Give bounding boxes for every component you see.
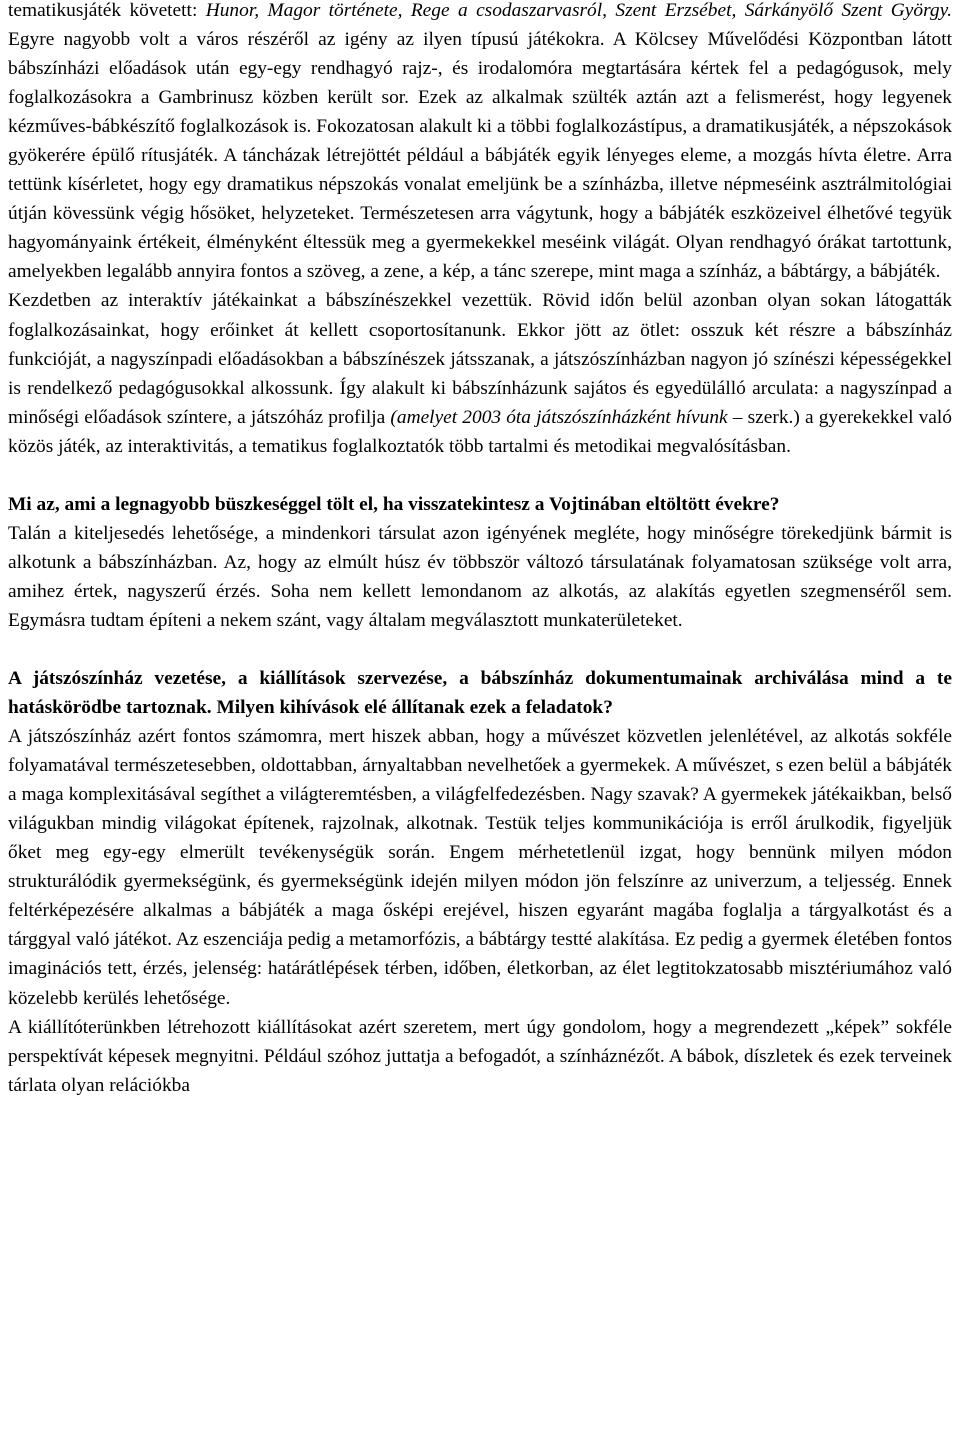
interview-question-pride: Mi az, ami a legnagyobb büszkeséggel tölt el, ha visszatekintesz a Vojtinában eltöltött évekre?: [8, 493, 780, 515]
paragraph-text: szerk.) a gyerekekkel való közös játék, az interaktivitás, a tematikus foglalkoztatók több tartalmi és metodikai megvalósításban.: [8, 406, 952, 457]
editor-note-italic: (amelyet 2003 óta játszószínházként hívunk –: [390, 406, 748, 428]
interview-answer-playhouse: A játszószínház azért fontos számomra, mert hiszek abban, hogy a művészet közvetlen jelenlétével, az alkotás sokféle folyamatával természetesebben, oldottabban, árnyaltabban nevelhetőek a gyermekek. A művészet, s ezen belül a bábjáték a maga komplexitásával segíthet a világteremtésben, a világfelfedezésben. Nagy szavak? A gyermekek játékaikban, belső világukban mindig világokat építenek, rajzolnak, alkotnak. Testük teljes kommunikációja is erről árulkodik, figyeljük őket meg egy-egy elmerült tevékenységük során. Engem mérhetetlenül izgat, hogy bennünk milyen módon strukturálódik gyermekségünk, és gyermekségünk idején milyen módon jön felszínre az univerzum, a teljesség. Ennek feltérképezésére alkalmas a bábjáték a maga ősképi erejével, hiszen egyaránt magába foglalja a tárgyalkotást és a tárggyal való játékot. Az eszenciája pedig a metamorfózis, a bábtárgy testté alakítása. Ez pedig a gyermek életében fontos imaginációs tett, érzés, jelenség: határátlépések térben, időben, életkorban, az élet legtitokzatosabb misztériumához való közelebb kerülés lehetősége.: [8, 726, 952, 1009]
paragraph-spacer: [8, 635, 952, 664]
interview-question-challenges: A játszószínház vezetése, a kiállítások szervezése, a bábszínház dokumentumainak archiválása mind a te hatáskörödbe tartoznak. Milyen kihívások elé állítanak ezek a feladatok?: [8, 667, 952, 719]
play-titles-italic: Hunor, Magor története, Rege a csodaszarvasról, Szent Erzsébet, Sárkányölő Szent György.: [205, 0, 952, 21]
paragraph-spacer: [8, 461, 952, 490]
paragraph-text: tematikusjáték követett:: [8, 0, 206, 21]
paragraph-text: Kezdetben az interaktív játékainkat a bábszínészekkel vezettük. Rövid időn belül azonban olyan sokan látogatták foglalkozásainkat, hogy erőinket át kellett csoportosítanunk. Ekkor jött az ötlet: osszuk két részre a bábszínház funkcióját, a nagyszínpadi előadásokban a bábszínészek játsszanak, a játszószínházban nagyon jó színészi képességekkel is rendelkező pedagógusokkal alkossunk. Így alakult ki bábszínházunk sajátos és egyedülálló arculata: a nagyszínpad a minőségi előadások színtere, a játszóház profilja: [8, 290, 952, 428]
body-paragraph-history: [8, 0, 952, 286]
body-paragraph-playhouse: [8, 286, 952, 460]
paragraph-text: Egyre nagyobb volt a város részéről az igény az ilyen típusú játékokra. A Kölcsey Művelődési Központban látott bábszínházi előadások után egy-egy rendhagyó rajz-, és irodalomóra megtartására kértek fel a pedagógusok, mely foglalkozásokra a Gambrinusz közben került sor. Ezek az alkalmak szülték aztán azt a felismerést, hogy legyenek kézműves-bábkészítő foglalkozások is. Fokozatosan alakult ki a többi foglalkozástípus, a dramatikusjáték, a népszokások gyökerére épülő rítusjáték. A táncházak létrejöttét például a bábjáték egyik lényeges eleme, a mozgás hívta életre. Arra tettünk kísérletet, hogy egy dramatikus népszokás vonalat emeljünk be a színházba, illetve népmeséink asztrálmitológiai útján kövessünk végig hősöket, helyzeteket. Természetesen arra vágytunk, hogy a bábjáték eszközeivel élhetővé tegyük hagyományaink értékeit, élményként éltessük meg a gyermekekkel meséink világát. Olyan rendhagyó órákat tartottunk, amelyekben legalább annyira fontos a szöveg, a zene, a kép, a tánc szerepe, mint maga a színház, a bábtárgy, a bábjáték.: [8, 29, 952, 283]
interview-answer-exhibitions: A kiállítóterünkben létrehozott kiállításokat azért szeretem, mert úgy gondolom, hogy a megrendezett „képek” sokféle perspektívát képesek megnyitni. Például szóhoz juttatja a befogadót, a színháznézőt. A bábok, díszletek és ezek terveinek tárlata olyan relációkba: [8, 1016, 952, 1096]
interview-answer-pride: Talán a kiteljesedés lehetősége, a mindenkori társulat azon igényének megléte, hogy minőségre törekedjünk bármit is alkotunk a bábszínházban. Az, hogy az elmúlt húsz év többször változó társulatának folyamatosan szüksége volt arra, amihez értek, nagyszerű érzés. Soha nem kellett lemondanom az alkotás, az alakítás egyetlen szegmenséről sem. Egymásra tudtam építeni a nekem szánt, vagy általam megválasztott munkaterületeket.: [8, 522, 952, 631]
